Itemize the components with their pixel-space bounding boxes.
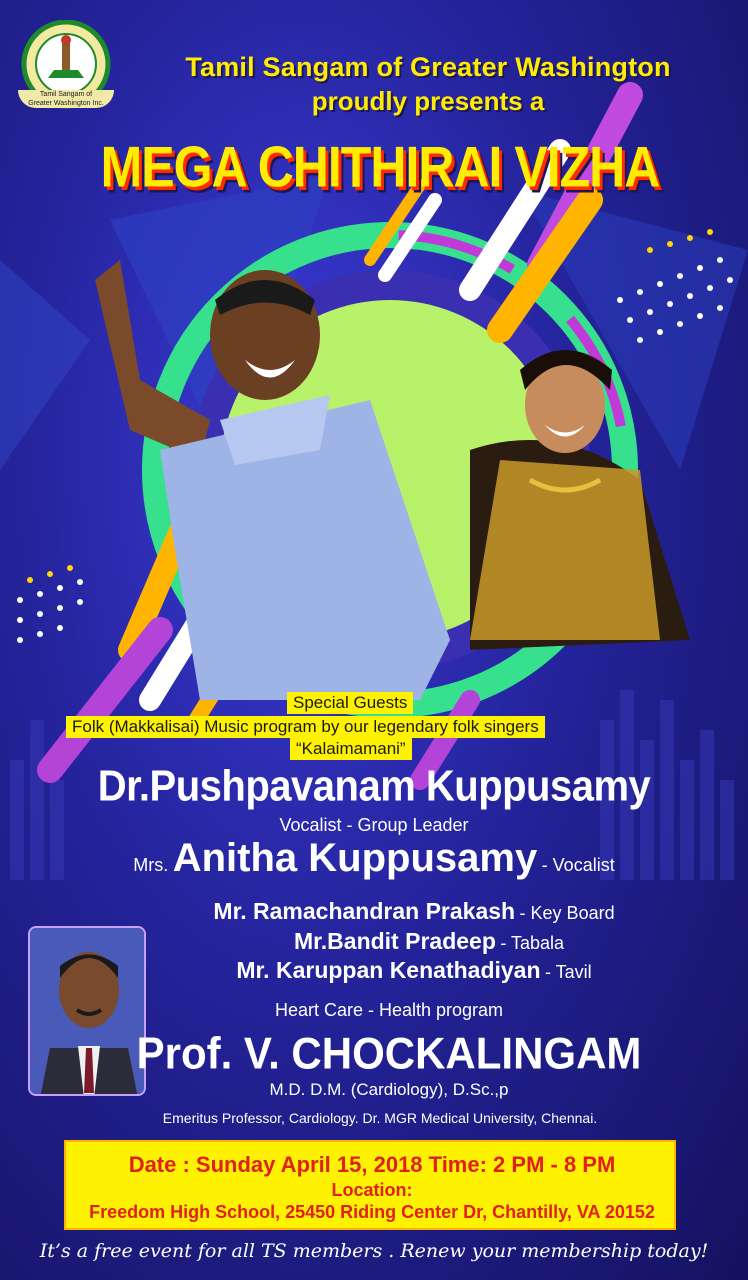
- health-program-label: Heart Care - Health program: [274, 1000, 504, 1020]
- male-singer-figure: [95, 260, 450, 700]
- honorific-label: “Kalaimamani”: [290, 738, 412, 760]
- second-singer-role: - Vocalist: [541, 855, 615, 875]
- location-label: Location:: [331, 1180, 413, 1200]
- membership-note: It’s a free event for all TS members . Renew your membership today!: [39, 1240, 709, 1262]
- logo-caption-line2: Greater Washington Inc.: [28, 100, 104, 107]
- musician-name: Mr. Ramachandran Prakash: [213, 898, 516, 924]
- logo-caption: [18, 90, 114, 108]
- event-title: MEGA CHITHIRAI VIZHA: [100, 134, 660, 200]
- professor-title: Emeritus Professor, Cardiology. Dr. MGR Medical University, Chennai.: [162, 1110, 598, 1126]
- presenter-name: Tamil Sangam of Greater Washington: [185, 52, 671, 82]
- musician-row: [0, 898, 748, 925]
- musician-role: - Tavil: [544, 962, 592, 982]
- female-singer-figure: [470, 350, 690, 650]
- lead-singer-name: Dr.Pushpavanam Kuppusamy: [97, 761, 651, 811]
- logo-caption-line1: Tamil Sangam of: [39, 91, 93, 98]
- second-singer-name: Anitha Kuppusamy: [172, 836, 538, 880]
- musician-role: - Key Board: [519, 903, 615, 923]
- musician-name: Mr.Bandit Pradeep: [293, 928, 496, 954]
- musician-role: - Tabala: [500, 933, 565, 953]
- second-singer-line: [0, 836, 748, 881]
- presents-line: proudly presents a: [311, 86, 545, 116]
- professor-credentials: M.D. D.M. (Cardiology), D.Sc.,p: [269, 1080, 509, 1099]
- musician-name: Mr. Karuppan Kenathadiyan: [236, 957, 541, 983]
- performers-photo: [0, 220, 748, 700]
- lead-singer-role: Vocalist - Group Leader: [279, 815, 469, 835]
- tamil-sangam-logo: [18, 20, 114, 116]
- folk-program-label: Folk (Makkalisai) Music program by our legendary folk singers: [66, 716, 545, 738]
- event-address: Freedom High School, 25450 Riding Center Dr, Chantilly, VA 20152: [89, 1202, 655, 1222]
- special-guests-label: Special Guests: [287, 692, 413, 714]
- event-info-box: [64, 1140, 676, 1230]
- second-singer-prefix: Mrs.: [133, 855, 169, 875]
- professor-name: Prof. V. CHOCKALINGAM: [136, 1028, 642, 1079]
- event-date-time: Date : Sunday April 15, 2018 Time: 2 PM - 8 PM: [128, 1152, 616, 1177]
